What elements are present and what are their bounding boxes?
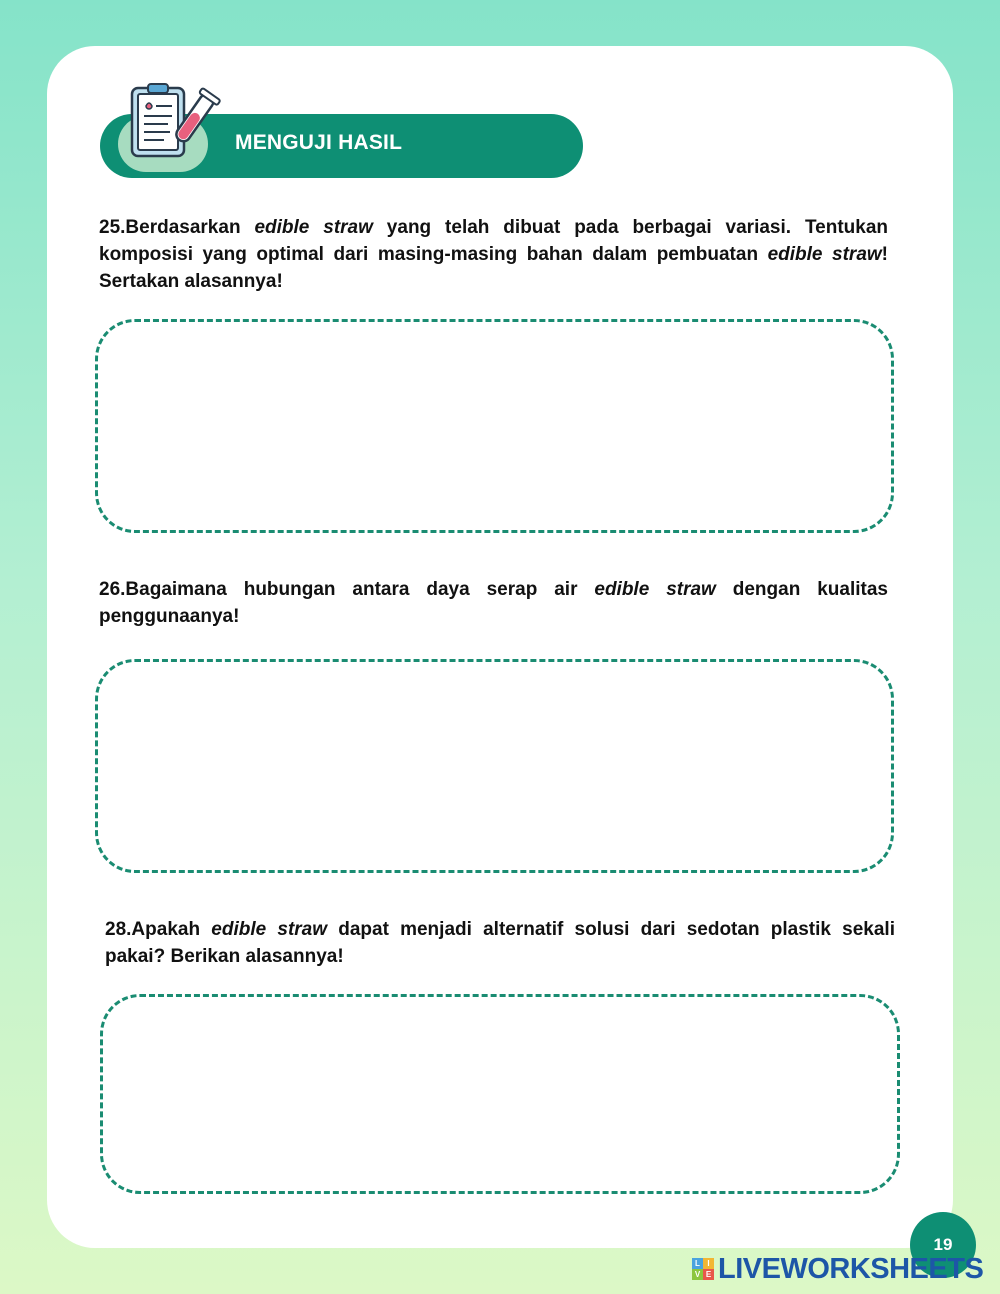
answer-box-25[interactable] bbox=[95, 319, 894, 533]
liveworksheets-wordmark: LIVEWORKSHEETS bbox=[718, 1252, 984, 1285]
answer-box-28[interactable] bbox=[100, 994, 900, 1194]
question-28: 28.Apakah edible straw dapat menjadi alternatif solusi dari sedotan plastik sekali pakai? Berikan alasannya! bbox=[105, 919, 895, 967]
question-number: 28. bbox=[105, 919, 132, 940]
section-title: MENGUJI HASIL bbox=[235, 131, 403, 154]
question-26: 26.Bagaimana hubungan antara daya serap air edible straw dengan kualitas penggunaanya! bbox=[99, 579, 888, 627]
question-number: 26. bbox=[99, 579, 126, 600]
clipboard-test-tube-icon bbox=[126, 82, 222, 166]
question-number: 25. bbox=[99, 217, 126, 238]
answer-box-26[interactable] bbox=[95, 659, 894, 873]
liveworksheets-logo bbox=[692, 1254, 983, 1284]
page-number: 19 bbox=[910, 1212, 976, 1278]
liveworksheets-logo-grid: L I V E bbox=[692, 1258, 714, 1280]
question-25: 25.Berdasarkan edible straw yang telah dibuat pada berbagai variasi. Tentukan komposisi yang optimal dari masing-masing bahan dalam pembuatan edible straw! Sertakan alasannya! bbox=[99, 217, 888, 292]
